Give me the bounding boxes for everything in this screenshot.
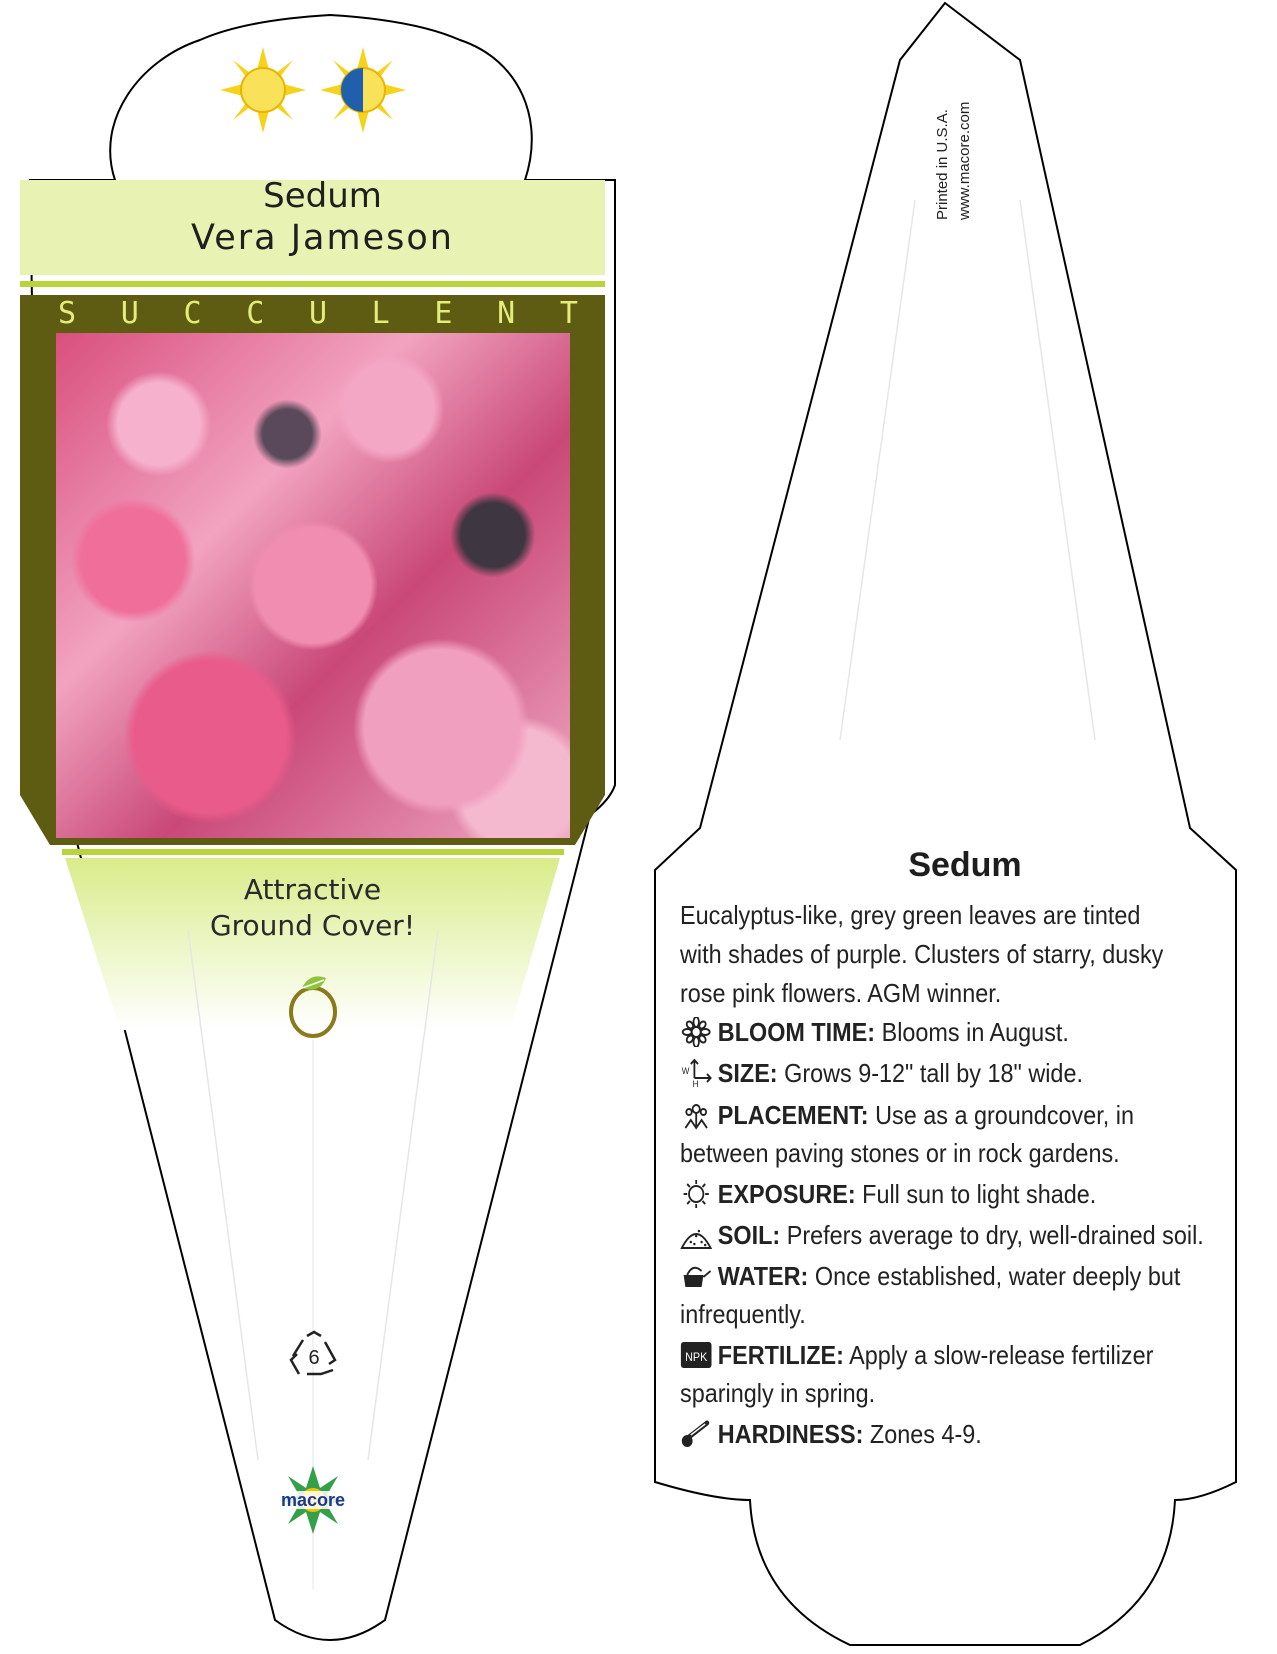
detail-label: WATER: — [717, 1261, 809, 1291]
print-info — [934, 50, 984, 220]
detail-text: Zones 4-9. — [869, 1419, 982, 1449]
category-letter: C — [246, 296, 265, 331]
category-letter: E — [434, 296, 453, 331]
detail-text: Blooms in August. — [881, 1017, 1069, 1047]
svg-text:NPK: NPK — [685, 1351, 708, 1365]
category-letter: U — [308, 296, 327, 331]
category-letter: C — [183, 296, 202, 331]
thermometer-icon — [680, 1419, 712, 1449]
detail-label: SIZE: — [717, 1058, 778, 1088]
detail-text: Use as a groundcover, in between paving stones or in rock gardens. — [680, 1100, 1134, 1168]
tagline — [140, 872, 485, 944]
detail-hardiness — [680, 1415, 1220, 1453]
watering-can-icon — [680, 1261, 712, 1291]
tagline-line: Ground Cover! — [209, 909, 416, 942]
flower-icon — [680, 1017, 712, 1047]
detail-label: BLOOM TIME: — [717, 1017, 876, 1047]
plant-cultivar: Vera Jameson — [191, 218, 454, 258]
size-icon — [680, 1058, 712, 1088]
detail-exposure — [680, 1175, 1220, 1213]
macore-logo — [268, 1465, 358, 1535]
part-sun-icon — [318, 45, 408, 135]
printed-in: Printed in U.S.A. — [934, 109, 951, 220]
svg-text:H: H — [692, 1078, 699, 1088]
recycle-icon — [285, 1330, 343, 1380]
detail-water — [680, 1257, 1220, 1333]
plant-genus: Sedum — [263, 176, 382, 216]
svg-text:W: W — [681, 1065, 690, 1077]
placement-icon — [680, 1100, 712, 1130]
detail-label: FERTILIZE: — [717, 1340, 844, 1370]
detail-fertilize — [680, 1336, 1220, 1412]
detail-label: HARDINESS: — [717, 1419, 864, 1449]
website: www.macore.com — [956, 101, 973, 220]
detail-text: Once established, water deeply but infrequently. — [680, 1261, 1181, 1329]
category-letter: N — [497, 296, 516, 331]
detail-text: Grows 9-12" tall by 18" wide. — [784, 1058, 1083, 1088]
detail-text: Apply a slow-release fertilizer sparingly in spring. — [680, 1340, 1154, 1408]
detail-bloom-time — [680, 1013, 1220, 1051]
tagline-line: Attractive — [243, 873, 382, 906]
detail-label: SOIL: — [717, 1220, 781, 1250]
detail-label: PLACEMENT: — [717, 1100, 869, 1130]
back-title: Sedum — [908, 846, 1022, 884]
detail-placement — [680, 1096, 1220, 1172]
category-letter: S — [58, 296, 77, 331]
npk-icon — [680, 1340, 712, 1370]
soil-icon — [680, 1220, 712, 1250]
title-band-line — [20, 281, 605, 287]
category-letter: U — [120, 296, 139, 331]
category-letter: L — [371, 296, 390, 331]
category-letter: T — [559, 296, 578, 331]
category-label — [58, 296, 578, 331]
detail-label: EXPOSURE: — [717, 1179, 856, 1209]
detail-soil — [680, 1216, 1220, 1254]
detail-text: Prefers average to dry, well-drained soil. — [786, 1220, 1204, 1250]
frame-underline — [62, 849, 564, 855]
plant-description: Eucalyptus-like, grey green leaves are tinted with shades of purple. Clusters of starry, dusky rose pink flowers. AGM winner. — [680, 900, 1164, 1008]
leaf-icon — [284, 970, 344, 1040]
recycle-number: 6 — [308, 1347, 320, 1369]
detail-text: Full sun to light shade. — [862, 1179, 1097, 1209]
full-sun-icon — [218, 45, 308, 135]
detail-size — [680, 1054, 1220, 1092]
brand-name: macore — [280, 1490, 346, 1510]
sun-icon — [680, 1179, 712, 1209]
plant-photo — [56, 333, 570, 838]
